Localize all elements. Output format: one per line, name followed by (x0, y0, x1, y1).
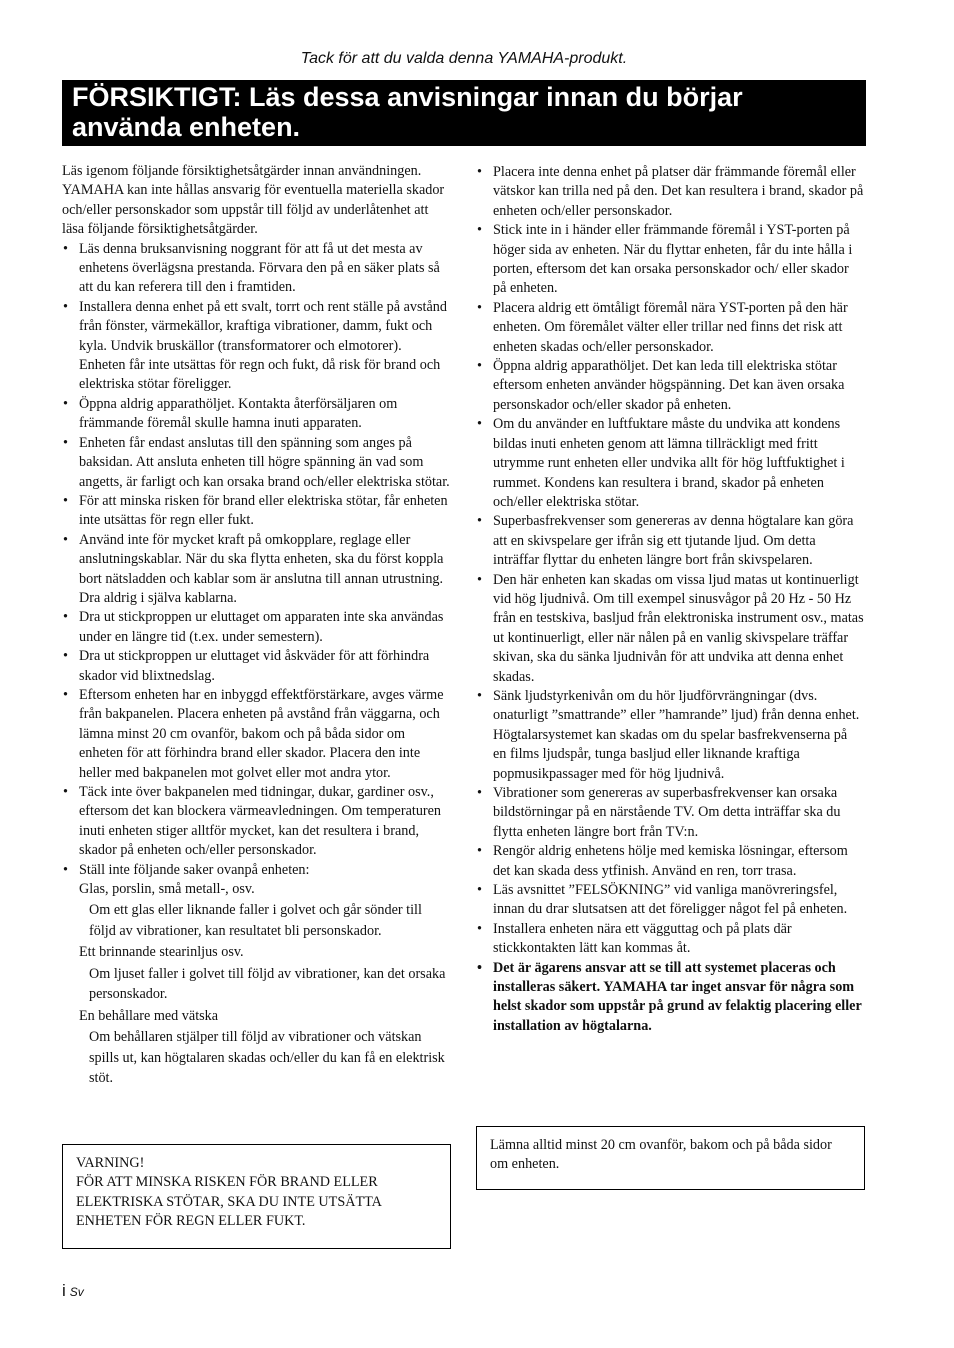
item-on-top: En behållare med vätska (79, 1007, 219, 1024)
item-on-top: Glas, porslin, små metall-, osv. (79, 881, 255, 898)
caution-title-line2: använda enheten. (72, 112, 301, 142)
list-item: • Rengör aldrig enhetens hölje med kemiska lösningar, eftersom det kan skada dess ytfinish. Använd en ren, torr trasa. (476, 842, 864, 881)
item-on-top: Ett brinnande stearinljus osv. (79, 944, 244, 961)
item-on-top-note: Om behållaren stjälper till följd av vibrationer och vätskan spills ut, kan högtalaren skadas och/eller du kan få en elektrisk stöt. (89, 1029, 445, 1087)
caution-title-line1: FÖRSIKTIGT: Läs dessa anvisningar innan du börjar (72, 82, 743, 112)
list-item: • Öppna aldrig apparathöljet. Kontakta återförsäljaren om främmande föremål skulle hamna inuti apparaten. (62, 395, 450, 434)
list-item: • Läs denna bruksanvisning noggrant för att få ut det mesta av enhetens överlägsna prestanda. Förvara den på en säker plats så att du kan referera till den i framtiden. (62, 240, 450, 298)
intro-paragraph: Läs igenom följande försiktighetsåtgärder innan användningen. YAMAHA kan inte hållas ansvarig för eventuella materiella skador och/eller personskador som uppstår till följd av underlåtenhet att läsa följande försiktighetsåtgärder. (62, 163, 445, 238)
list-item: • Enheten får endast anslutas till den spänning som anges på baksidan. Att ansluta enheten till högre spänning än vad som angetts, är farligt och kan orsaka brand och/eller elektriska stötar. (62, 434, 450, 492)
left-column (62, 162, 450, 1089)
list-item: • Sänk ljudstyrkenivån om du hör ljudförvrängningar (dvs. onaturligt ”smattrande” eller ”hamrande” ljud) från denna enhet. Högtalarsystemet kan skadas om du spelar basfrekvenserna på en films ljudspår, tunga basljud eller liknande kraftiga popmusikpassager med för hög ljudnivå. (476, 687, 864, 784)
right-column (476, 163, 864, 1036)
language-code: Sv (69, 1285, 84, 1299)
list-item: • Placera aldrig ett ömtåligt föremål nära YST-porten på den här enheten. Om föremålet välter eller trillar ned finns det risk att enheten skadas och/eller personskador. (476, 299, 864, 357)
right-bullet-list (476, 163, 864, 1036)
warning-heading: VARNING! (76, 1155, 145, 1171)
page-number: i (62, 1281, 66, 1300)
list-item: • Stick inte in i händer eller främmande föremål i YST-porten på höger sida av enheten. När du flyttar enheten, får du inte hålla i porten, eftersom det kan orsaka personskador och/ eller skador på enheten. (476, 221, 864, 299)
list-item: • Vibrationer som genereras av superbasfrekvenser kan orsaka bildstörningar på en närstående TV. Om detta inträffar ska du flytta enheten längre bort från TV:n. (476, 784, 864, 842)
warning-box (62, 1144, 451, 1249)
owner-responsibility-item: • Det är ägarens ansvar att se till att systemet placeras och installeras säkert. YAMAHA tar inget ansvar för några som helst skador som uppstår på grund av felaktig placering eller installation av högtalarna. (476, 959, 864, 1037)
clearance-note-box: Lämna alltid minst 20 cm ovanför, bakom och på båda sidor om enheten. (476, 1126, 865, 1190)
list-item: • Använd inte för mycket kraft på omkopplare, reglage eller anslutningskablar. När du ska flytta enheten, ska du först koppla bort nätsladden och kablar som är anslutna till annan utrustning. Dra aldrig i själva kablarna. (62, 531, 450, 609)
list-item: • Placera inte denna enhet på platser där främmande föremål eller vätskor kan trilla ned på den. Det kan resultera i brand, skador på enheten och/eller personskador. (476, 163, 864, 221)
list-item: • Läs avsnittet ”FELSÖKNING” vid vanliga manövreringsfel, innan du drar slutsatsen att det föreligger något fel på enheten. (476, 881, 864, 920)
list-item: • Dra ut stickproppen ur eluttaget om apparaten inte ska användas under en längre tid (t.ex. under semestern). (62, 608, 450, 647)
warning-text: FÖR ATT MINSKA RISKEN FÖR BRAND ELLER ELEKTRISKA STÖTAR, SKA DU INTE UTSÄTTA ENHETEN FÖR REGN ELLER FUKT. (76, 1174, 382, 1230)
page-footer (62, 1281, 84, 1301)
left-bullet-list (62, 240, 450, 880)
thanks-line: Tack för att du valda denna YAMAHA-produkt. (300, 50, 628, 67)
list-item: • Ställ inte följande saker ovanpå enheten: (62, 861, 450, 880)
list-item: • Täck inte över bakpanelen med tidningar, dukar, gardiner osv., eftersom det kan blockera värmeavledningen. Om temperaturen inuti enheten stiger alltför mycket, kan det resultera i brand, skador på enheten och/eller personskador. (62, 783, 450, 861)
caution-banner (62, 80, 866, 146)
list-item: • Om du använder en luftfuktare måste du undvika att kondens bildas inuti enheten genom att lämna tillräckligt med fritt utrymme runt enheten eller undvika allt för hög luftfuktighet i rummet. Kondens kan resultera i brand, skador på enheten och/eller elektriska stötar. (476, 415, 864, 512)
list-item: • Eftersom enheten har en inbyggd effektförstärkare, avges värme från bakpanelen. Placera enheten på avstånd från väggarna, och lämna minst 20 cm ovanför, bakom och på båda sidor om enheten för att förhindra brand eller skador. Placera den inte heller med bakpanelen mot golvet eller mot andra ytor. (62, 686, 450, 783)
list-item: • Öppna aldrig apparathöljet. Det kan leda till elektriska stötar eftersom enheten använder högspänning. Det kan även orsaka personskador och/eller skador på enheten. (476, 357, 864, 415)
list-item: • För att minska risken för brand eller elektriska stötar, får enheten inte utsättas för regn eller fukt. (62, 492, 450, 531)
item-on-top-note: Om ljuset faller i golvet till följd av vibrationer, kan det orsaka personskador. (89, 965, 446, 1003)
item-on-top-note: Om ett glas eller liknande faller i golvet och går sönder till följd av vibrationer, kan resultatet bli personskador. (89, 902, 422, 939)
items-on-top-list (62, 880, 450, 1089)
list-item: • Installera denna enhet på ett svalt, torrt och rent ställe på avstånd från fönster, värmekällor, kraftiga vibrationer, damm, fukt och kyla. Undvik bruskällor (transformatorer och elmotorer). Enheten får inte utsättas för regn och fukt, då risk för brand och elektriska stötar föreligger. (62, 298, 450, 395)
list-item: • Superbasfrekvenser som genereras av denna högtalare kan göra att en skivspelare ger ifrån sig ett tjutande ljud. Om detta inträffar flyttar du enheten längre bort från skivspelaren. (476, 512, 864, 570)
list-item: • Installera enheten nära ett vägguttag och på plats där stickkontakten lätt kan kommas åt. (476, 920, 864, 959)
list-item: • Den här enheten kan skadas om vissa ljud matas ut kontinuerligt vid hög ljudnivå. Om till exempel sinusvågor på 20 Hz - 50 Hz från en testskiva, basljud från elektroniska instrument osv., matas ut kontinuerligt, eller när nålen på en vanlig skivspelare träffar skivan, ska du sänka ljudnivån för att undvika att denna enhet skadas. (476, 571, 864, 687)
list-item: • Dra ut stickproppen ur eluttaget vid åskväder för att förhindra skador vid blixtnedslag. (62, 647, 450, 686)
